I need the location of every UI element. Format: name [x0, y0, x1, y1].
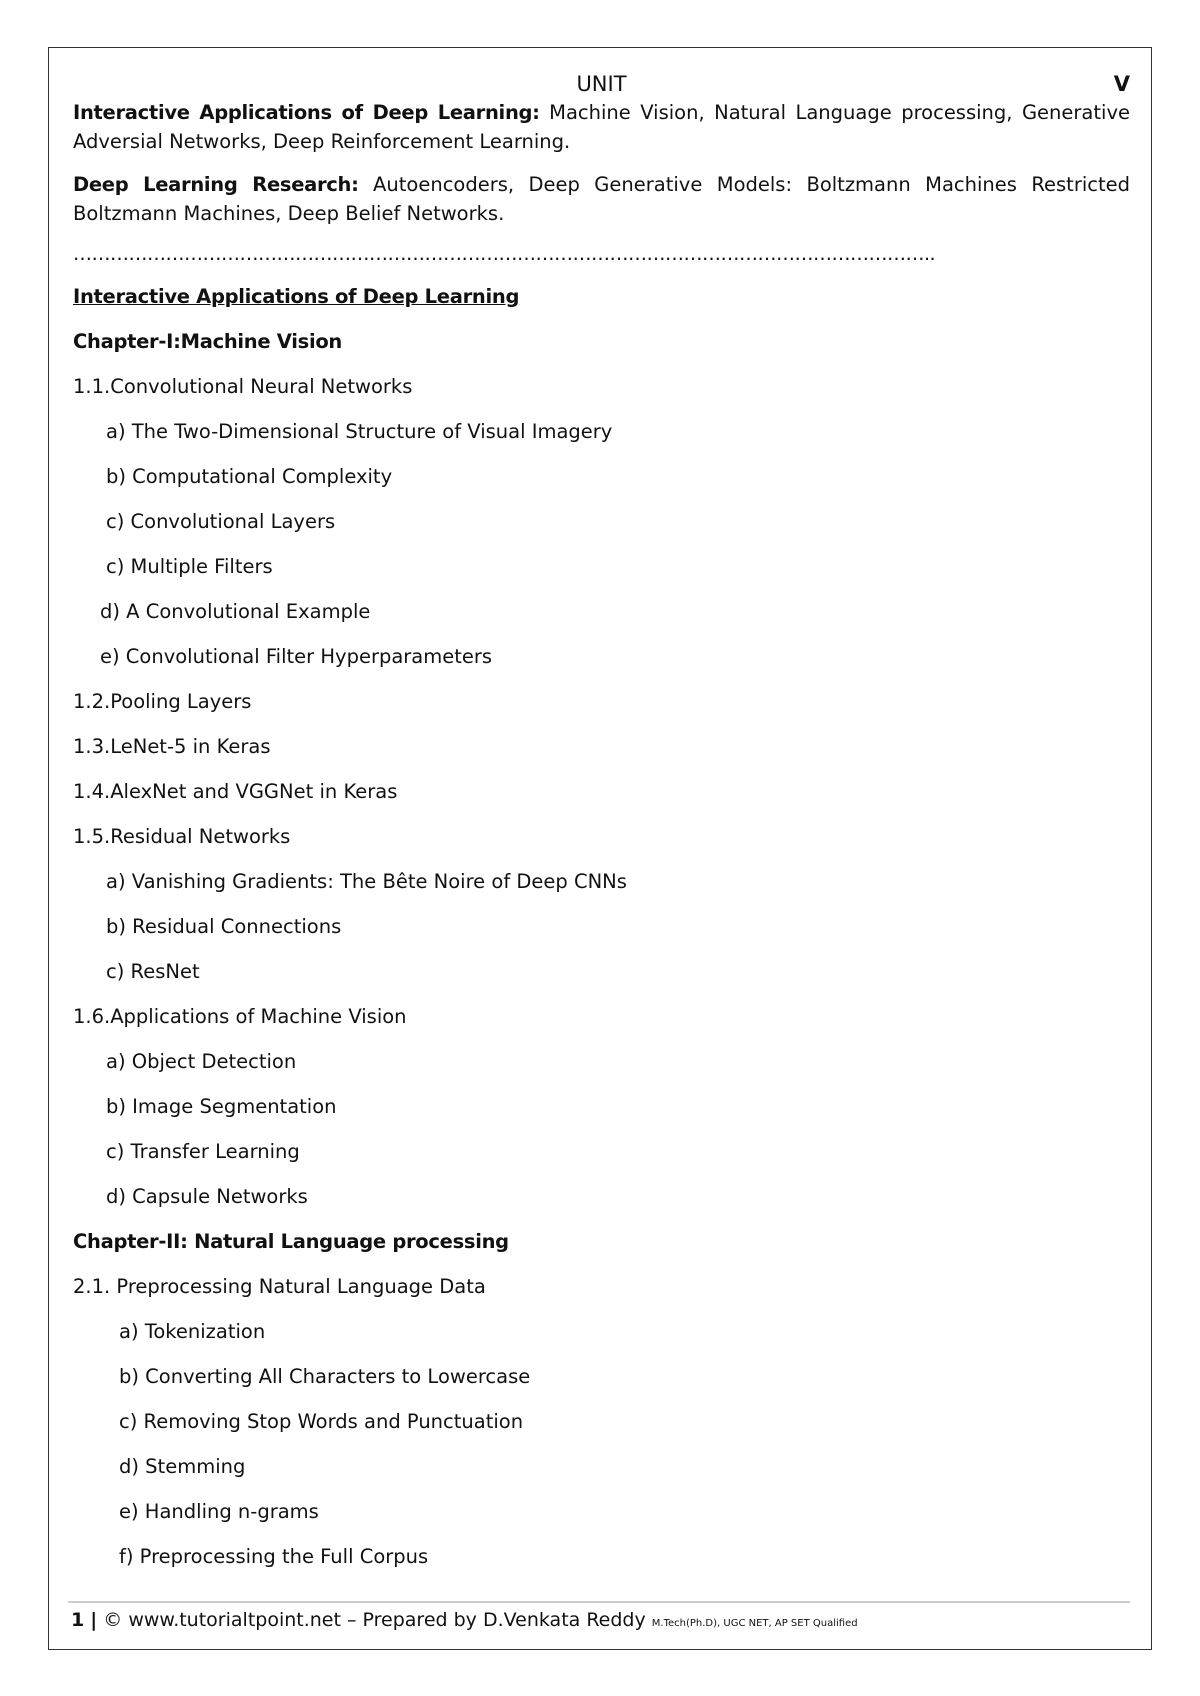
page-footer [71, 1609, 858, 1631]
dotted-separator: ………………………………………………………………………………………………………………………….. [73, 243, 936, 265]
outline-item: b) Residual Connections [106, 915, 342, 938]
footer-separator: | [90, 1609, 98, 1631]
unit-header [73, 68, 1130, 98]
syllabus-text: Autoencoders, Deep Generative Models: Boltzmann Machines Restricted Boltzmann Machines, Deep Belief Networks. [73, 173, 1130, 225]
outline-item: c) Multiple Filters [106, 555, 273, 578]
chapter-heading: Chapter-II: Natural Language processing [73, 1230, 509, 1253]
syllabus-label: Deep Learning Research: [73, 173, 359, 196]
outline-item: 1.3.LeNet-5 in Keras [73, 735, 271, 758]
outline-item: 1.2.Pooling Layers [73, 690, 252, 713]
outline-item: b) Converting All Characters to Lowercase [119, 1365, 531, 1388]
outline-item: a) The Two-Dimensional Structure of Visual Imagery [106, 420, 613, 443]
section-title: Interactive Applications of Deep Learning [73, 285, 520, 308]
page-number: 1 [71, 1609, 85, 1631]
document-body [73, 68, 1130, 1579]
syllabus-paragraph-research [73, 170, 1130, 228]
outline-item: a) Tokenization [119, 1320, 266, 1343]
outline-item: a) Vanishing Gradients: The Bête Noire of Deep CNNs [106, 870, 627, 893]
outline-item: e) Convolutional Filter Hyperparameters [100, 645, 493, 668]
outline-item: e) Handling n-grams [119, 1500, 319, 1523]
outline-item: f) Preprocessing the Full Corpus [119, 1545, 429, 1568]
outline-item: c) Removing Stop Words and Punctuation [119, 1410, 524, 1433]
outline-item: b) Computational Complexity [106, 465, 393, 488]
outline-item: 1.6.Applications of Machine Vision [73, 1005, 407, 1028]
footer-credit: © www.tutorialtpoint.net – Prepared by D.Venkata Reddy [103, 1609, 646, 1631]
syllabus-text: Machine Vision, Natural Language processing, Generative Adversial Networks, Deep Reinforcement Learning. [73, 101, 1130, 153]
outline-item: 1.1.Convolutional Neural Networks [73, 375, 413, 398]
syllabus-paragraph-applications [73, 98, 1130, 156]
outline-item: b) Image Segmentation [106, 1095, 337, 1118]
outline-item: 2.1. Preprocessing Natural Language Data [73, 1275, 486, 1298]
footer-qualifications: M.Tech(Ph.D), UGC NET, AP SET Qualified [651, 1618, 858, 1629]
outline-item: d) Stemming [119, 1455, 246, 1478]
outline-item: d) Capsule Networks [106, 1185, 308, 1208]
outline-item: 1.5.Residual Networks [73, 825, 291, 848]
chapter-heading: Chapter-I:Machine Vision [73, 330, 343, 353]
unit-label: UNIT [576, 72, 627, 96]
unit-number: V [1113, 72, 1130, 96]
outline-item: c) ResNet [106, 960, 200, 983]
outline-item: 1.4.AlexNet and VGGNet in Keras [73, 780, 398, 803]
outline-list [73, 319, 1130, 1579]
outline-item: d) A Convolutional Example [100, 600, 371, 623]
outline-item: c) Convolutional Layers [106, 510, 336, 533]
footer-rule [68, 1601, 1130, 1603]
outline-item: a) Object Detection [106, 1050, 297, 1073]
outline-item: c) Transfer Learning [106, 1140, 300, 1163]
syllabus-label: Interactive Applications of Deep Learning: [73, 101, 540, 124]
